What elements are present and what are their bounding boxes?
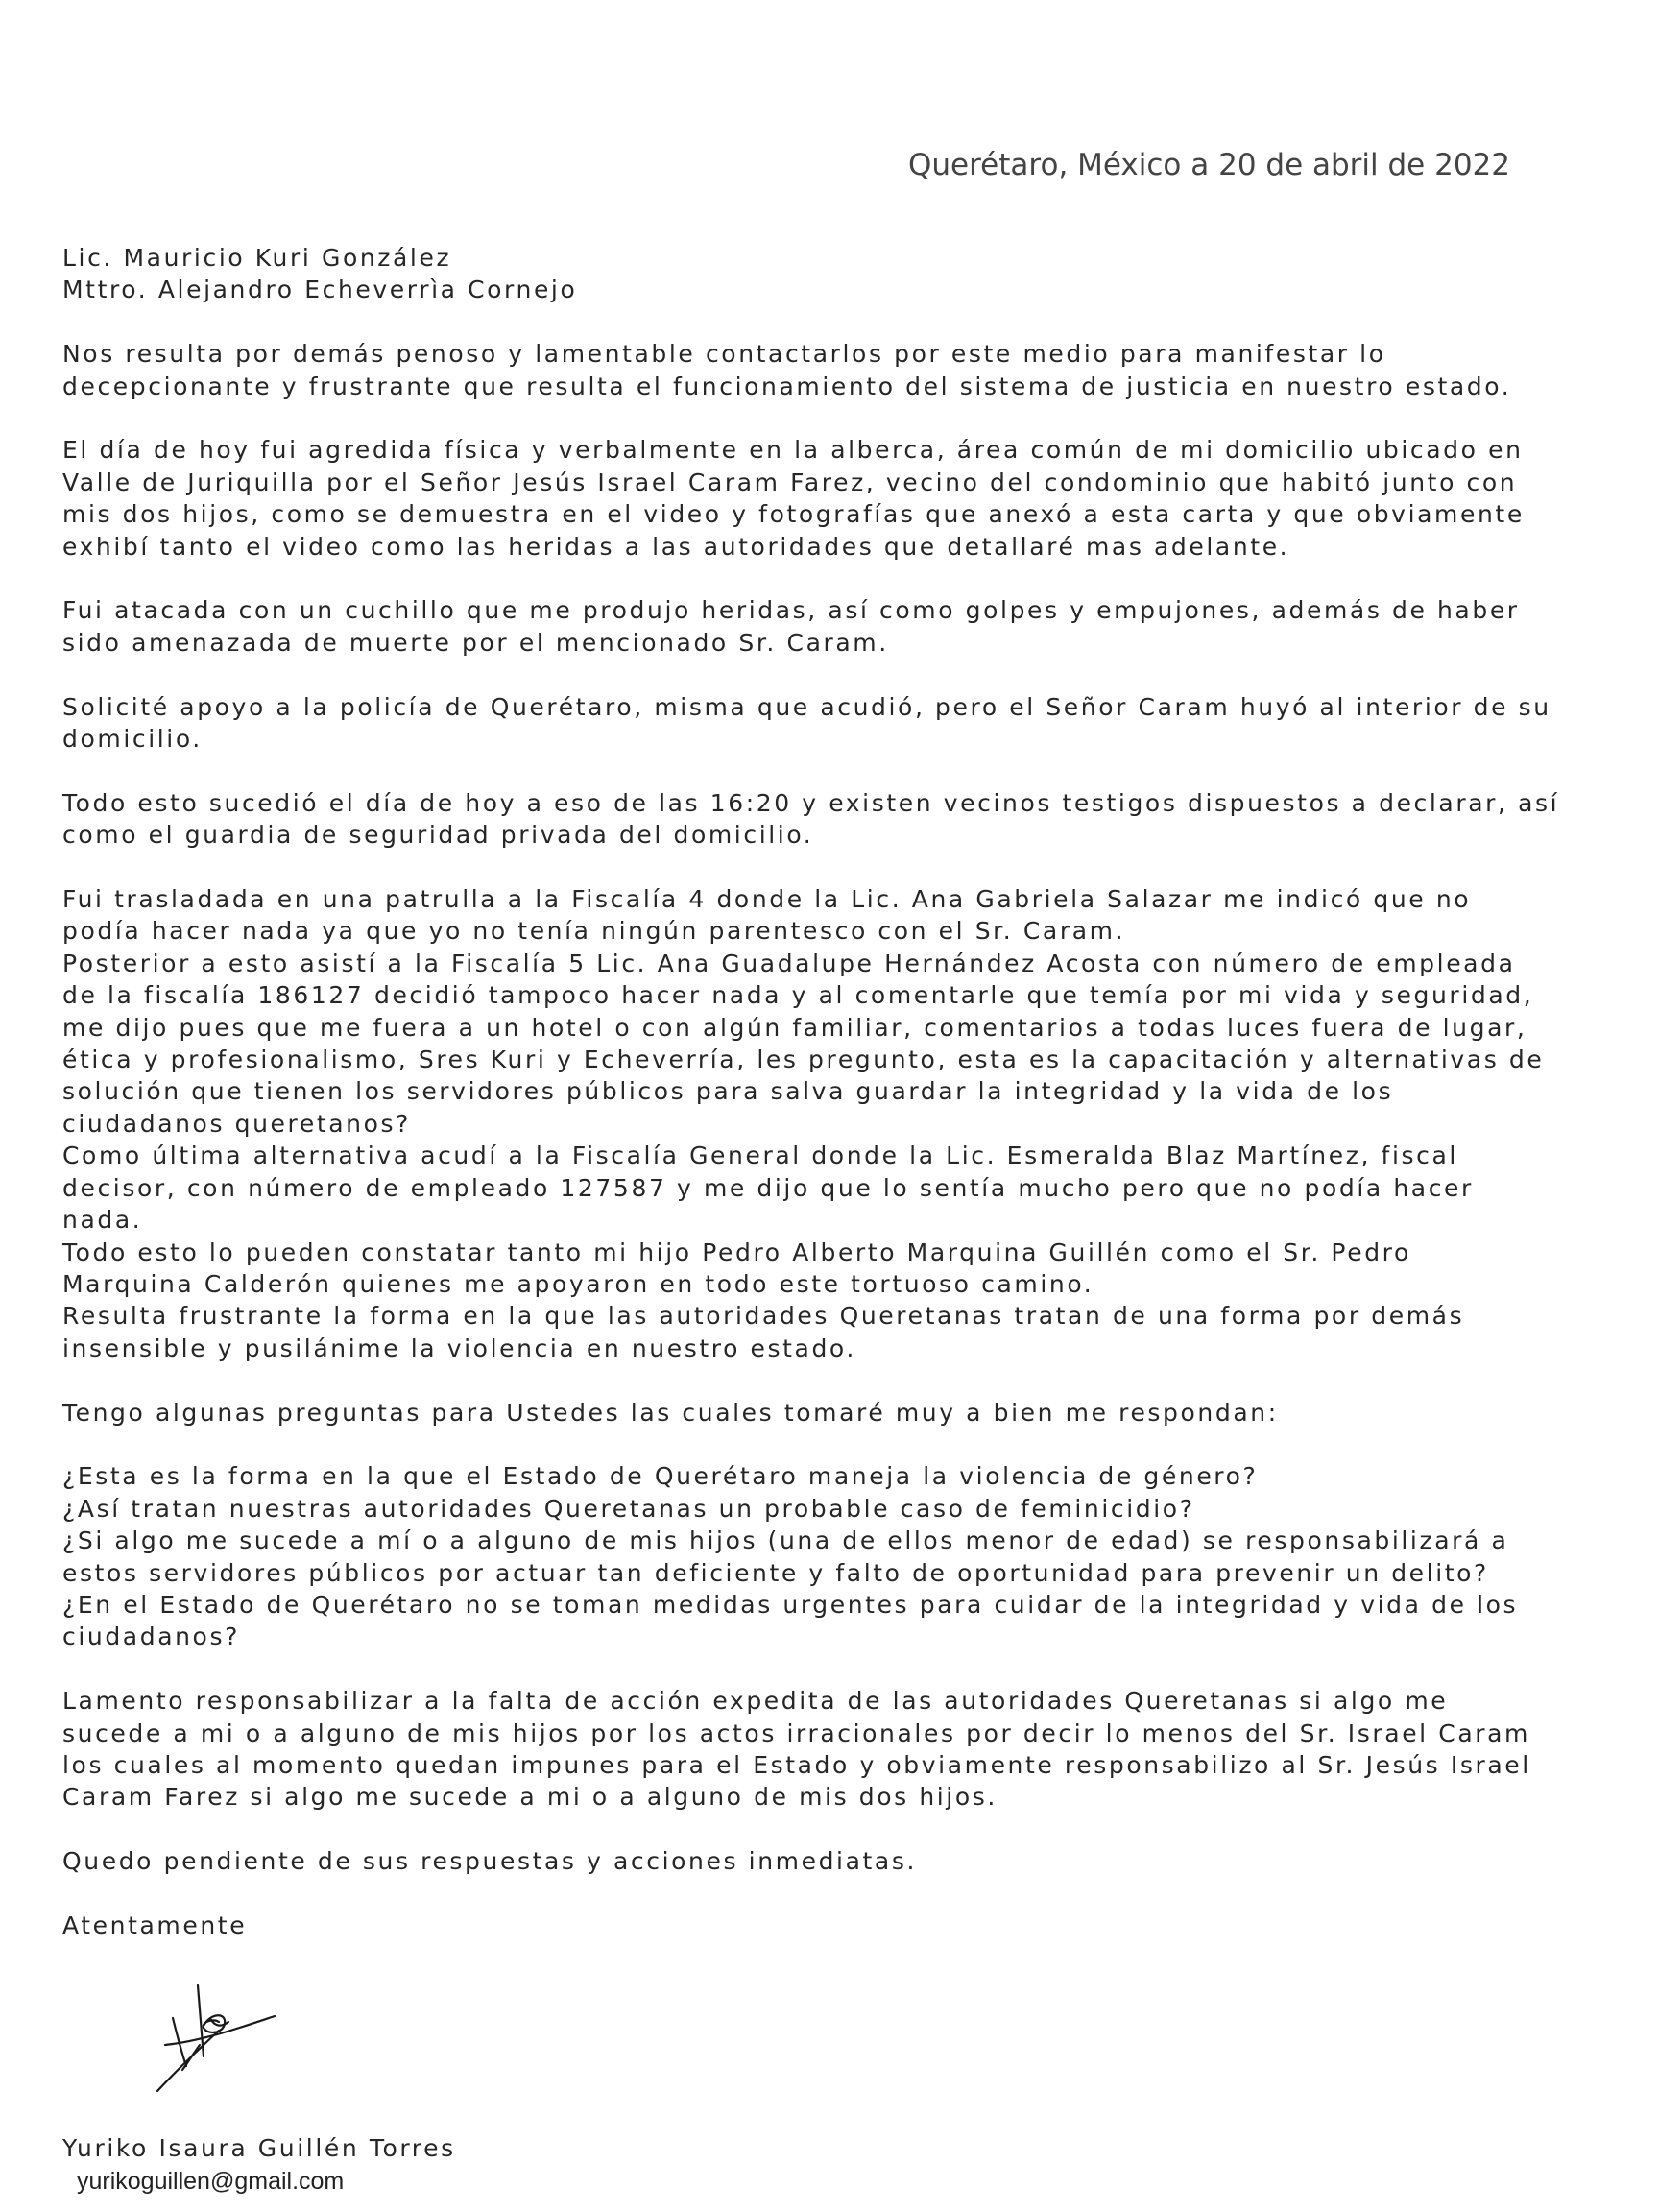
text-line: decisor, con número de empleado 127587 y me dijo que lo sentía mucho pero que no podía hacer <box>62 1173 1474 1202</box>
text-line: Nos resulta por demás penoso y lamentable contactarlos por este medio para manifestar lo <box>62 340 1386 369</box>
paragraph <box>62 1685 1637 1814</box>
text-line: sido amenazada de muerte por el mencionado Sr. Caram. <box>62 628 889 657</box>
text-line: mis dos hijos, como se demuestra en el video y fotografías que anexó a esta carta y que obviamente <box>62 500 1525 529</box>
paragraph <box>62 691 1637 756</box>
text-line: me dijo pues que me fuera a un hotel o con algún familiar, comentarios a todas luces fuera de lugar, <box>62 1013 1527 1042</box>
text-line: ¿Si algo me sucede a mí o a alguno de mis hijos (una de ellos menor de edad) se responsabilizará a <box>62 1527 1509 1555</box>
text-line: Fui atacada con un cuchillo que me produjo heridas, así como golpes y empujones, además de haber <box>62 596 1520 625</box>
text-line: Quedo pendiente de sus respuestas y acciones inmediatas. <box>62 1847 918 1876</box>
text-line: Atentamente <box>62 1911 248 1939</box>
text-line: insensible y pusilánime la violencia en nuestro estado. <box>62 1334 856 1362</box>
text-line: Como última alternativa acudí a la Fiscalía General donde la Lic. Esmeralda Blaz Martínez, fiscal <box>62 1142 1458 1170</box>
text-line: podía hacer nada ya que yo no tenía ningún parentesco con el Sr. Caram. <box>62 917 1126 946</box>
text-line: domicilio. <box>62 725 203 754</box>
paragraph <box>62 338 1637 402</box>
text-line: los cuales al momento quedan impunes para el Estado y obviamente responsabilizo al Sr. Jesús Israel <box>62 1750 1531 1779</box>
text-line: nada. <box>62 1206 143 1235</box>
text-line: exhibí tanto el video como las heridas a las autoridades que detallaré mas adelante. <box>62 532 1290 561</box>
paragraph <box>62 594 1637 659</box>
text-line: Todo esto sucedió el día de hoy a eso de las 16:20 y existen vecinos testigos dispuestos a declarar, así <box>62 788 1560 817</box>
text-line: de la fiscalía 186127 decidió tampoco hacer nada y al comentarle que temía por mi vida y seguridad, <box>62 981 1534 1010</box>
text-line: Posterior a esto asistí a la Fiscalía 5 Lic. Ana Guadalupe Hernández Acosta con número de empleada <box>62 949 1516 977</box>
paragraph <box>62 787 1637 852</box>
text-line: ¿Esta es la forma en la que el Estado de Querétaro maneja la violencia de género? <box>62 1462 1259 1491</box>
text-line: ciudadanos? <box>62 1623 240 1651</box>
text-line: estos servidores públicos por actuar tan deficiente y falto de oportunidad para prevenir un delito? <box>62 1558 1489 1587</box>
text-line: solución que tienen los servidores públicos para salva guardar la integridad y la vida de los <box>62 1077 1394 1106</box>
text-line: sucede a mi o a alguno de mis hijos por los actos irracionales por decir lo menos del Sr. Israel Caram <box>62 1719 1530 1747</box>
text-line: Valle de Juriquilla por el Señor Jesús Israel Caram Farez, vecino del condominio que habitó junto con <box>62 468 1518 496</box>
text-line: Todo esto lo pueden constatar tanto mi hijo Pedro Alberto Marquina Guillén como el Sr. Pedro <box>62 1238 1411 1266</box>
text-line: ¿En el Estado de Querétaro no se toman medidas urgentes para cuidar de la integridad y vida de los <box>62 1590 1519 1619</box>
text-line: Tengo algunas preguntas para Ustedes las cuales tomaré muy a bien me respondan: <box>62 1398 1279 1427</box>
recipient-line: Lic. Mauricio Kuri González <box>62 244 452 272</box>
text-line: decepcionante y frustrante que resulta el funcionamiento del sistema de justicia en nuestro estado. <box>62 372 1512 400</box>
date-line: Querétaro, México a 20 de abril de 2022 <box>908 148 1510 182</box>
recipients-block <box>62 242 1637 306</box>
text-line: El día de hoy fui agredida física y verbalmente en la alberca, área común de mi domicilio ubicado en <box>62 436 1524 465</box>
text-line: ¿Así tratan nuestras autoridades Queretanas un probable caso de feminicidio? <box>62 1494 1195 1523</box>
paragraph <box>62 1910 1637 1941</box>
text-line: Caram Farez si algo me sucede a mi o a alguno de mis dos hijos. <box>62 1783 998 1812</box>
paragraph <box>62 1397 1637 1429</box>
paragraph <box>62 1845 1637 1877</box>
text-line: ciudadanos queretanos? <box>62 1109 411 1138</box>
recipient-line: Mttro. Alejandro Echeverrìa Cornejo <box>62 276 578 304</box>
paragraph <box>62 883 1637 1364</box>
letter-body <box>62 242 1637 1941</box>
paragraph <box>62 1460 1637 1652</box>
handwritten-signature-icon <box>144 1978 288 2103</box>
paragraph <box>62 434 1637 563</box>
text-line: Fui trasladada en una patrulla a la Fiscalía 4 donde la Lic. Ana Gabriela Salazar me indicó que no <box>62 885 1472 914</box>
text-line: Marquina Calderón quienes me apoyaron en todo este tortuoso camino. <box>62 1269 1094 1298</box>
text-line: Lamento responsabilizar a la falta de acción expedita de las autoridades Queretanas si algo me <box>62 1687 1449 1716</box>
text-line: Solicité apoyo a la policía de Querétaro, misma que acudió, pero el Señor Caram huyó al interior de su <box>62 692 1551 721</box>
signer-email: yurikoguillen@gmail.com <box>77 2168 345 2195</box>
text-line: ética y profesionalismo, Sres Kuri y Echeverría, les pregunto, esta es la capacitación y alternativas de <box>62 1046 1545 1074</box>
paragraphs-container <box>62 338 1637 1941</box>
text-line: Resulta frustrante la forma en la que las autoridades Queretanas tratan de una forma por demás <box>62 1302 1465 1331</box>
text-line: como el guardia de seguridad privada del domicilio. <box>62 821 814 850</box>
signer-name: Yuriko Isaura Guillén Torres <box>62 2134 456 2162</box>
